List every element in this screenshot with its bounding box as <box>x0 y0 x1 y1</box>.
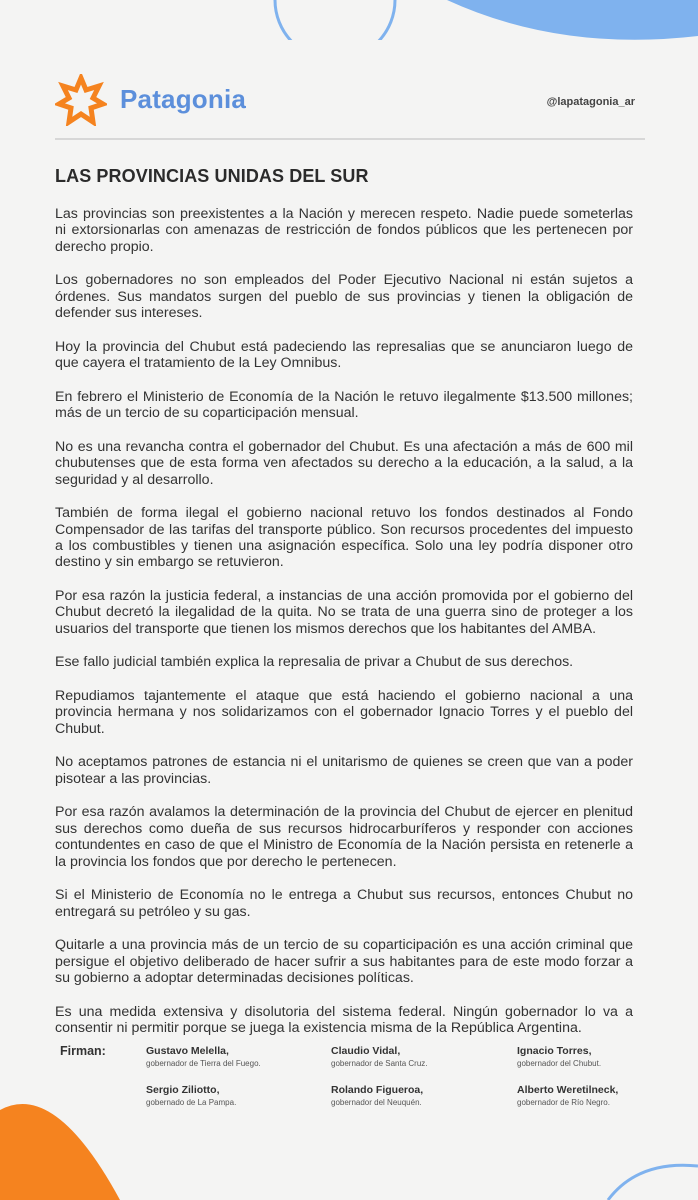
signer-name: Sergio Ziliotto, <box>146 1084 220 1096</box>
signer-role: gobernador del Neuquén. <box>331 1098 422 1107</box>
signer <box>146 1045 316 1069</box>
paragraph: Ese fallo judicial también explica la represalia de privar a Chubut de sus derechos. <box>55 654 574 671</box>
signer-name: Rolando Figueroa, <box>331 1084 424 1096</box>
signer <box>517 1084 687 1108</box>
paragraph: Las provincias son preexistentes a la Nación y merecen respeto. Nadie puede someterlas ni extorsionarlas con amenazas de restricción de fondos públicos que les pertenecen por derecho propio. <box>55 206 633 255</box>
paragraph: Los gobernadores no son empleados del Poder Ejecutivo Nacional ni están sujetos a órdenes. Sus mandatos surgen del pueblo de sus provincias y tienen la obligación de defender sus intereses. <box>55 272 633 322</box>
signer <box>517 1045 687 1069</box>
paragraph: Por esa razón avalamos la determinación de la provincia del Chubut de ejercer en plenitud sus derechos como dueña de sus recursos hidrocarburíferos y responder con acciones contundentes en caso de que el Ministro de Economía de la Nación persista en retenerle a la provincia los fondos que por derecho le pertenecen. <box>55 804 633 870</box>
paragraph: No aceptamos patrones de estancia ni el unitarismo de quienes se creen que van a poder pisotear a las provincias. <box>55 754 633 787</box>
paragraph: Hoy la provincia del Chubut está padeciendo las represalias que se anunciaron luego de que cayera el tratamiento de la Ley Omnibus. <box>55 338 633 372</box>
header-divider <box>55 138 645 140</box>
signer <box>331 1084 501 1108</box>
paragraph: También de forma ilegal el gobierno nacional retuvo los fondos destinados al Fondo Compensador de las tarifas del transporte público. Son recursos procedentes del impuesto a los combustibles y tienen una asignación específica. Solo una ley podría disponer otro destino y sin embargo se retuvieron. <box>55 505 633 571</box>
signer <box>331 1045 501 1069</box>
patagonia-star-logo-icon <box>55 74 107 126</box>
signatures-block <box>60 1044 640 1114</box>
bottom-right-arc-decoration <box>588 1150 698 1200</box>
paragraph: No es una revancha contra el gobernador del Chubut. Es una afectación a más de 600 mil chubutenses que de esta forma ven afectados su derecho a la educación, a la salud, a la seguridad y al desarrollo. <box>55 438 633 488</box>
signer-role: gobernador del Chubut. <box>517 1059 602 1068</box>
paragraph: Quitarle a una provincia más de un tercio de su coparticipación es una acción criminal que persigue el objetivo deliberado de hacer sufrir a sus habitantes para de este modo forzar a su gobierno a adoptar determinadas decisiones políticas. <box>55 937 633 987</box>
signer-name: Gustavo Melella, <box>146 1045 229 1057</box>
paragraph: Es una medida extensiva y disolutoria del sistema federal. Ningún gobernador lo va a consentir ni permitir porque se juega la existencia misma de la República Argentina. <box>55 1003 633 1037</box>
signer-name: Ignacio Torres, <box>517 1045 592 1057</box>
letterhead <box>55 74 645 138</box>
signer <box>146 1084 316 1108</box>
signer-name: Claudio Vidal, <box>331 1045 401 1057</box>
top-arc-decoration <box>0 0 698 40</box>
brand-name: Patagonia <box>120 84 247 114</box>
signer-role: gobernador de Santa Cruz. <box>331 1059 428 1068</box>
document-title: LAS PROVINCIAS UNIDAS DEL SUR <box>55 166 369 186</box>
paragraph: Repudiamos tajantemente el ataque que está haciendo el gobierno nacional a una provincia hermana y nos solidarizamos con el gobernador Ignacio Torres y el pueblo del Chubut. <box>55 688 633 737</box>
signer-role: gobernador de Río Negro. <box>517 1098 610 1107</box>
document-body <box>55 206 633 1054</box>
paragraph: En febrero el Ministerio de Economía de la Nación le retuvo ilegalmente $13.500 millones; más de un tercio de su coparticipación mensual. <box>55 388 633 422</box>
signer-role: gobernador de Tierra del Fuego. <box>146 1059 261 1068</box>
paragraph: Por esa razón la justicia federal, a instancias de una acción promovida por el gobierno del Chubut decretó la ilegalidad de la quita. No se trata de una guerra sino de proteger a los usuarios del transporte que tienen los mismos derechos que los habitantes del AMBA. <box>55 588 633 637</box>
signer-role: gobernado de La Pampa. <box>146 1098 237 1107</box>
signer-name: Alberto Weretilneck, <box>517 1084 619 1096</box>
paragraph: Si el Ministerio de Economía no le entrega a Chubut sus recursos, entonces Chubut no entregará su petróleo y su gas. <box>55 887 633 920</box>
social-handle: @lapatagonia_ar <box>546 96 635 108</box>
signatures-label: Firman: <box>60 1044 106 1058</box>
